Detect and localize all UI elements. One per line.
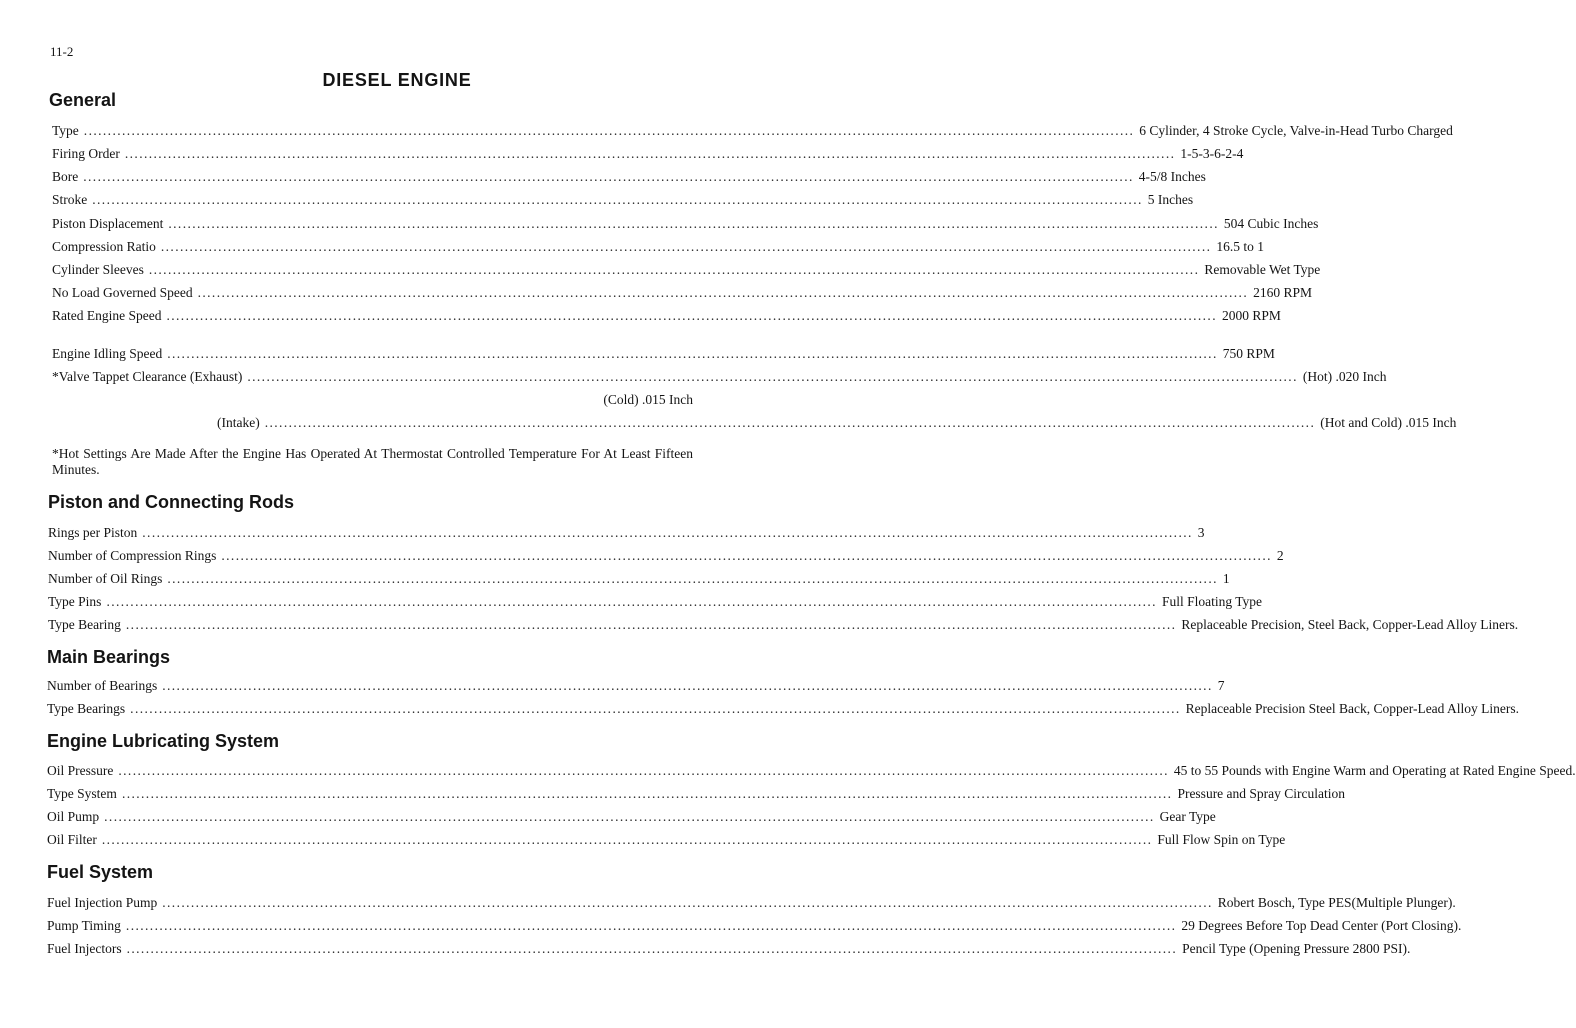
dot-leader: ............................................................................................................................................................................................................................ — [168, 216, 1219, 231]
spec-value: (Hot) .020 Inch — [1302, 369, 1387, 384]
spec-label: Oil Pump — [47, 809, 100, 824]
spec-label: Engine Idling Speed — [52, 346, 163, 361]
spec-row-oil-rings — [48, 570, 1230, 588]
spec-value: 1 — [1222, 571, 1230, 586]
hot-settings-note: *Hot Settings Are Made After the Engine Has Operated At Thermostat Controlled Temperature For At Least Fifteen Minutes. — [52, 446, 693, 477]
spec-label: Number of Compression Rings — [48, 548, 217, 563]
spec-label: Type — [52, 123, 79, 138]
spec-value: Pressure and Spray Circulation — [1177, 786, 1346, 801]
spec-row-stroke — [52, 191, 1194, 209]
spec-row-engine-idling-speed — [52, 345, 1275, 363]
spec-value: 6 Cylinder, 4 Stroke Cycle, Valve-in-Head Turbo Charged — [1139, 123, 1453, 138]
spec-value: 3 — [1197, 525, 1205, 540]
spec-value: 4-5/8 Inches — [1138, 169, 1206, 184]
spec-value: 2000 RPM — [1221, 308, 1281, 323]
spec-label: Pump Timing — [47, 918, 121, 933]
dot-leader: ............................................................................................................................................................................................................................ — [167, 346, 1218, 361]
spec-label: Cylinder Sleeves — [52, 262, 144, 277]
dot-leader: ............................................................................................................................................................................................................................ — [92, 192, 1143, 207]
spec-value: (Cold) .015 Inch — [603, 392, 693, 407]
spec-label: Oil Pressure — [47, 763, 114, 778]
spec-label: Rated Engine Speed — [52, 308, 162, 323]
spec-row-firing-order — [52, 145, 1244, 163]
spec-row-type-bearings — [47, 700, 1520, 718]
spec-label: (Intake) — [217, 415, 260, 430]
spec-value: 5 Inches — [1147, 192, 1194, 207]
spec-value: 2 — [1276, 548, 1284, 563]
spec-row-valve-tappet-exhaust — [52, 368, 1387, 386]
dot-leader: ............................................................................................................................................................................................................................ — [126, 941, 1178, 956]
spec-label: Oil Filter — [47, 832, 97, 847]
dot-leader: ............................................................................................................................................................................................................................ — [130, 701, 1181, 716]
spec-value: 504 Cubic Inches — [1223, 216, 1319, 231]
dot-leader: ............................................................................................................................................................................................................................ — [162, 895, 1213, 910]
spec-row-valve-tappet-cold — [52, 391, 693, 409]
spec-row-compression-rings — [48, 547, 1284, 565]
dot-leader: ............................................................................................................................................................................................................................ — [142, 525, 1193, 540]
spec-value: Replaceable Precision, Steel Back, Copper-Lead Alloy Liners. — [1181, 617, 1519, 632]
dot-leader: ............................................................................................................................................................................................................................ — [106, 594, 1157, 609]
spec-row-type — [52, 122, 1453, 140]
spec-row-type-pins — [48, 593, 1263, 611]
spec-value: Pencil Type (Opening Pressure 2800 PSI). — [1182, 941, 1411, 956]
dot-leader: ............................................................................................................................................................................................................................ — [118, 763, 1169, 778]
heading-general: General — [49, 90, 117, 110]
spec-row-valve-tappet-intake — [217, 414, 1457, 432]
spec-label: Type Bearings — [47, 701, 126, 716]
dot-leader: ............................................................................................................................................................................................................................ — [160, 239, 1212, 254]
spec-row-no-load-governed-speed — [52, 284, 1312, 302]
dot-leader: ............................................................................................................................................................................................................................ — [148, 262, 1200, 277]
spec-row-number-of-bearings — [47, 677, 1225, 695]
page-title: DIESEL ENGINE — [322, 70, 472, 90]
spec-label: Number of Bearings — [47, 678, 158, 693]
heading-piston-connecting-rods: Piston and Connecting Rods — [48, 492, 294, 512]
spec-label: *Valve Tappet Clearance (Exhaust) — [52, 369, 243, 384]
spec-value: 750 RPM — [1222, 346, 1275, 361]
spec-label: Fuel Injectors — [47, 941, 122, 956]
spec-row-rated-engine-speed — [52, 307, 1281, 325]
spec-label: Type Pins — [48, 594, 102, 609]
dot-leader: ............................................................................................................................................................................................................................ — [167, 571, 1218, 586]
dot-leader: ............................................................................................................................................................................................................................ — [125, 617, 1177, 632]
dot-leader: ............................................................................................................................................................................................................................ — [125, 918, 1177, 933]
spec-label: Piston Displacement — [52, 216, 164, 231]
spec-row-fuel-injection-pump — [47, 894, 1456, 912]
spec-value: Removable Wet Type — [1204, 262, 1321, 277]
spec-row-cylinder-sleeves — [52, 261, 1321, 279]
spec-label: Bore — [52, 169, 79, 184]
spec-label: Rings per Piston — [48, 525, 138, 540]
heading-main-bearings: Main Bearings — [47, 647, 171, 667]
dot-leader: ............................................................................................................................................................................................................................ — [121, 786, 1173, 801]
spec-value: Robert Bosch, Type PES(Multiple Plunger). — [1217, 895, 1456, 910]
heading-engine-lubricating-system: Engine Lubricating System — [47, 731, 280, 751]
dot-leader: ............................................................................................................................................................................................................................ — [247, 369, 1298, 384]
spec-row-oil-pump — [47, 808, 1216, 826]
spec-label: Firing Order — [52, 146, 120, 161]
dot-leader: ............................................................................................................................................................................................................................ — [83, 169, 1134, 184]
spec-value: Full Flow Spin on Type — [1157, 832, 1286, 847]
spec-value: 7 — [1217, 678, 1225, 693]
heading-fuel-system: Fuel System — [47, 862, 154, 882]
dot-leader: ............................................................................................................................................................................................................................ — [197, 285, 1249, 300]
spec-label: Type Bearing — [48, 617, 121, 632]
spec-value: (Hot and Cold) .015 Inch — [1320, 415, 1457, 430]
dot-leader: ............................................................................................................................................................................................................................ — [264, 415, 1316, 430]
dot-leader: ............................................................................................................................................................................................................................ — [166, 308, 1217, 323]
spec-label: No Load Governed Speed — [52, 285, 193, 300]
spec-value: 2160 RPM — [1253, 285, 1312, 300]
spec-value: 45 to 55 Pounds with Engine Warm and Operating at Rated Engine Speed. — [1173, 763, 1576, 778]
dot-leader: ............................................................................................................................................................................................................................ — [221, 548, 1272, 563]
spec-row-type-bearing — [48, 616, 1519, 634]
spec-value: Full Floating Type — [1161, 594, 1263, 609]
spec-row-bore — [52, 168, 1206, 186]
spec-value: 29 Degrees Before Top Dead Center (Port Closing). — [1181, 918, 1462, 933]
spec-label: Fuel Injection Pump — [47, 895, 158, 910]
spec-value: Gear Type — [1159, 809, 1216, 824]
spec-row-fuel-injectors — [47, 940, 1411, 958]
spec-label: Stroke — [52, 192, 88, 207]
spec-value: Replaceable Precision Steel Back, Copper-Lead Alloy Liners. — [1185, 701, 1520, 716]
spec-row-oil-pressure — [47, 762, 1576, 780]
page-number: 11-2 — [50, 44, 74, 59]
spec-label: Compression Ratio — [52, 239, 156, 254]
spec-value: 16.5 to 1 — [1216, 239, 1265, 254]
spec-label: Number of Oil Rings — [48, 571, 163, 586]
spec-row-compression-ratio — [52, 238, 1265, 256]
dot-leader: ............................................................................................................................................................................................................................ — [162, 678, 1213, 693]
spec-row-oil-filter — [47, 831, 1286, 849]
dot-leader: ............................................................................................................................................................................................................................ — [101, 832, 1153, 847]
dot-leader: ............................................................................................................................................................................................................................ — [104, 809, 1155, 824]
spec-row-rings-per-piston — [48, 524, 1205, 542]
spec-value: 1-5-3-6-2-4 — [1180, 146, 1244, 161]
spec-label: Type System — [47, 786, 117, 801]
dot-leader: ............................................................................................................................................................................................................................ — [83, 123, 1135, 138]
spec-row-piston-displacement — [52, 215, 1319, 233]
spec-row-type-system — [47, 785, 1346, 803]
spec-row-pump-timing — [47, 917, 1462, 935]
dot-leader: ............................................................................................................................................................................................................................ — [124, 146, 1176, 161]
